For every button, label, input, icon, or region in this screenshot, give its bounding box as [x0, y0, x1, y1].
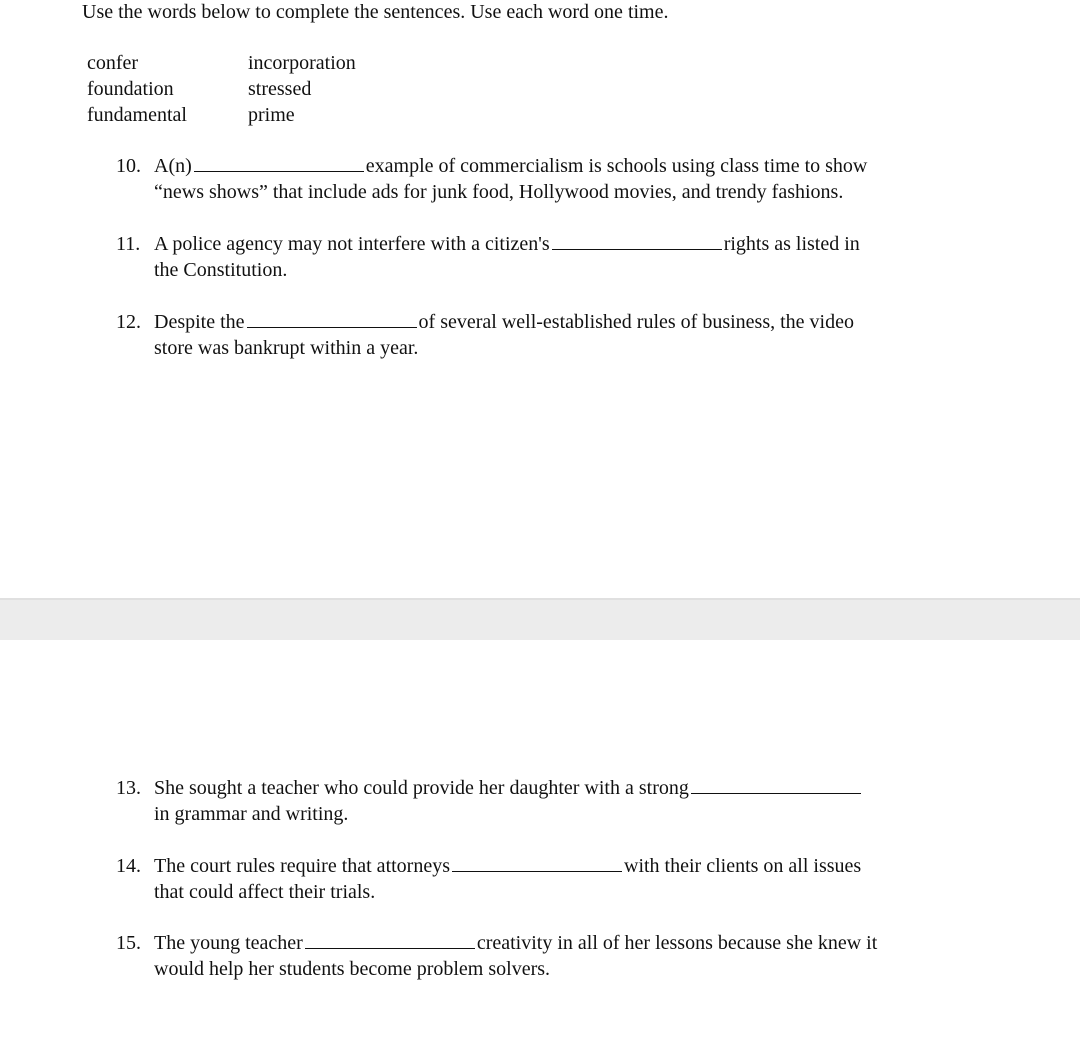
question-text-before: The young teacher [154, 932, 303, 954]
question-10 [116, 153, 1016, 205]
question-text-after: rights as listed in [723, 233, 860, 255]
question-13 [116, 775, 1016, 827]
answer-blank[interactable] [691, 775, 861, 794]
page-break [0, 598, 1080, 640]
question-14 [116, 853, 1016, 905]
question-text-before: A(n) [154, 155, 192, 177]
word-bank-item: incorporation [248, 52, 356, 74]
answer-blank[interactable] [552, 231, 722, 250]
word-bank-item: stressed [248, 78, 312, 100]
question-text-after: of several well-established rules of business, the video [418, 311, 854, 333]
question-number: 15. [116, 932, 141, 954]
question-number: 14. [116, 855, 141, 877]
question-12 [116, 309, 1016, 361]
question-continuation: “news shows” that include ads for junk food, Hollywood movies, and trendy fashions. [154, 181, 844, 203]
document-page-2 [0, 640, 1080, 1060]
question-continuation: the Constitution. [154, 259, 288, 281]
question-text-before: The court rules require that attorneys [154, 855, 450, 877]
question-text-after: example of commercialism is schools using class time to show [365, 155, 868, 177]
question-number: 11. [116, 233, 141, 255]
question-text-after: creativity in all of her lessons because she knew it [476, 932, 878, 954]
question-number: 13. [116, 777, 141, 799]
question-11 [116, 231, 1016, 283]
question-continuation: would help her students become problem solvers. [154, 958, 551, 980]
answer-blank[interactable] [247, 309, 417, 328]
question-text-before: She sought a teacher who could provide her daughter with a strong [154, 777, 689, 799]
answer-blank[interactable] [305, 930, 475, 949]
question-text-after: with their clients on all issues [624, 855, 862, 877]
instructions-text: Use the words below to complete the sentences. Use each word one time. [82, 1, 669, 23]
question-text-before: Despite the [154, 311, 245, 333]
word-bank-item: confer [87, 52, 139, 74]
word-bank-item: foundation [87, 78, 174, 100]
question-continuation: in grammar and writing. [154, 803, 349, 825]
question-continuation: store was bankrupt within a year. [154, 337, 419, 359]
question-15 [116, 930, 1016, 982]
answer-blank[interactable] [452, 853, 622, 872]
answer-blank[interactable] [194, 153, 364, 172]
word-bank-item: prime [248, 104, 295, 126]
question-number: 10. [116, 155, 141, 177]
question-number: 12. [116, 311, 141, 333]
word-bank-item: fundamental [87, 104, 187, 126]
question-continuation: that could affect their trials. [154, 881, 376, 903]
question-text-before: A police agency may not interfere with a citizen's [154, 233, 550, 255]
